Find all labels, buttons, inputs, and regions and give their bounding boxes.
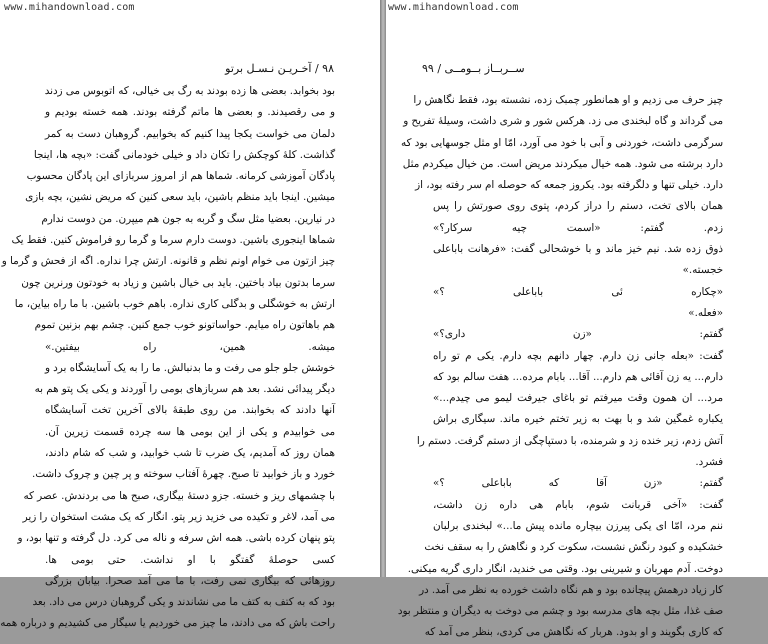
text-line: دلمان می خواست یکجا پیدا کنیم که بخوابیم. گروهبان دست به کمر: [45, 127, 335, 140]
text-line: سرما بدتون بیاد باختین. باید بی خیال باشین و زیاد به خودتون ورنرین چون: [21, 276, 335, 289]
text-line: ارتش به خوشگلی و بدگلی کاری نداره. باهم خوب باشین. با ما راه بیاین، ما: [14, 297, 335, 310]
text-line: بود که به کتف به کتف ما می نشاندند و یکی گروهبان درس می داد. بعد: [32, 596, 335, 609]
text-line: گذاشت. کلهٔ کوچکش را تکان داد و خیلی خودمانی گفت: «بچه ها، اینجا: [33, 148, 335, 161]
text-line: می خوابیدم و یکی از این بومی ها سه چرده قسمت زیرین آن.: [45, 425, 335, 438]
text-line: «چکاره ئی باباعلی ؟»: [433, 285, 723, 298]
watermark-left: www.mihandownload.com: [4, 2, 135, 13]
text-line: دوخت. آدم مهربان و شیرینی بود. وقتی می خندید، انگار داری گریه میکنی.: [407, 562, 723, 575]
text-line: خوشش جلو جلو می رفت و ما بدنبالش. ما را به یک آسایشگاه برد و: [44, 361, 335, 374]
text-line: آنها دادند که بخوابند. من روی طبقهٔ بالای آخرین تخت آسایشگاه: [45, 404, 335, 417]
left-page: [0, 0, 380, 630]
left-page-header: ۹۸ / آخـريـن نـسـل برتو: [225, 62, 334, 75]
text-line: فشرد.: [695, 456, 723, 469]
text-line: دارد. خیلی تنها و دلگرفته بود. یکروز جمعه که حوصله ام سر رفته بود، از: [415, 179, 723, 192]
text-line: سرگرمی داشت، خوردنی و آبی با خود می آورد، امّا او مثل جوسهایی بود که: [401, 136, 723, 149]
text-line: چیز حرف می زدیم و او همانطور چمبک زده، نشسته بود، فقط نگاهش را: [413, 94, 723, 106]
watermark-right: www.mihandownload.com: [388, 2, 519, 13]
text-line: در نیارین. بعضیا مثل سگ و گربه به جون هم میپرن. من دوست ندارم: [41, 212, 335, 225]
right-page-header: ســربــاز بــومــی / ۹۹: [422, 62, 525, 75]
text-line: هم باهاتون راه میایم. حواساتونو خوب جمع کنین. چشم بهم بزنین تموم: [34, 319, 335, 332]
text-line: گفتم: «زن آقا که باباعلی ؟»: [433, 477, 723, 490]
text-line: پتو پنهان کرده باشی. همه اش سرفه و ناله می کرد. دل گرفته و تنها بود، و: [17, 532, 335, 545]
text-line: و می رقصیدند. و بعضی ها ماتم گرفته بودند. همه خسته بودیم و: [45, 106, 335, 119]
text-line: صف غذا، مثل بچه های مدرسه بود و چشم می دوخت به دیگران و منتظر بود: [397, 605, 723, 618]
text-line: با چشمهای ریز و خسته. جزو دستهٔ بیگاری، صبح ها می بردندش. عصر که: [23, 489, 335, 502]
text-line: ذوق زده شد. نیم خیز ماند و با خوشحالی گفت: «فرهانت باباعلی: [433, 243, 723, 256]
right-page: [386, 0, 768, 639]
text-line: یکباره غمگین شد و با بهت به زیر تختم خیره ماند. سیگاری براش: [433, 413, 723, 426]
text-line: خورد و باز خوابید تا صبح. چهرهٔ آفتاب سوخته و پر چین و چروک داشت.: [31, 468, 335, 481]
text-line: شماها اینجوری باشین. دوست دارم سرما و گرما رو فراموش کنین. فقط یک: [11, 234, 335, 247]
text-line: زدم. گفتم: «اسمت چیه سرکار؟»: [433, 221, 723, 234]
text-line: گفتم: «زن داری؟»: [433, 328, 723, 341]
text-line: که کاری بگویند و او بدود. هربار که نگاهش می کردی، بنظر می آمد که: [424, 626, 723, 639]
text-line: دارم... یه زن آقائی هم دارم... آقا... بابام مرده... هفت سالم بود که: [433, 370, 723, 383]
left-page-body: [0, 81, 335, 635]
text-line: دارد برشته می شود. همه خیال میکردند مریض است. من خیال میکردم مثل: [402, 157, 723, 170]
text-line: دیگر پیدائی نشد. بعد هم سربازهای بومی را آوردند و یکی یک پتو هم به: [34, 383, 335, 396]
text-line: می آمد، لاغر و تکیده می خزید زیر پتو. انگار که یک مشت استخوان را زیر: [22, 510, 335, 523]
text-line: کسی حوصلهٔ گفتگو با او نداشت. حتی بومی ها.: [45, 553, 335, 566]
text-line: «فعله.»: [688, 306, 723, 319]
text-line: می گرداند و گاه لبخندی می زد. هرکس شور و شری داشت، وسیلهٔ تفریح و: [403, 115, 723, 128]
text-line: میشه. همین، راه بیفتین.»: [45, 340, 335, 353]
text-line: گفت: «آخی قربانت شوم، بابام هی داره زن داشت،: [433, 498, 723, 511]
text-line: پادگان آموزشی کرمانه. شماها هم از امروز سربازای این پادگان محسوب: [26, 170, 335, 183]
text-line: کار زیاد درهمش پیچانده بود و هم نگاه داشت خورده به نظر می آمد. در: [419, 583, 723, 596]
text-line: راحت باش که می دادند، ما چیز می خوردیم یا سیگار می کشیدیم و درباره همه: [0, 617, 335, 630]
text-line: روزهائی که بیگاری نمی رفت، با ما می آمد صحرا. بیابان بزرگی: [45, 574, 335, 587]
text-line: همان بالای تخت، دستم را دراز کردم، پتوی روی صورتش را پس: [433, 200, 723, 213]
text-line: مرد... ان همون وقت میرفتم تو باغای جیرفت لیمو می چیدم...»: [433, 392, 723, 405]
text-line: چیز ازتون می خوام اونم نظم و قانونه. ارتش چرا نداره. اگه از فحش و گرما و: [1, 255, 335, 268]
text-line: گفت: «بعله جانی زن دارم. چهار دانهم بچه دارم. یکی م تو راه: [433, 349, 723, 362]
text-line: خجسته.»: [682, 264, 723, 277]
right-page-body: [397, 90, 723, 644]
text-line: میشین. اینجا باید منظم باشین، باید سعی کنین که مریض نشین، بچه بازی: [25, 191, 335, 204]
text-line: ننم مرد، امّا ای یکی پیرزن بیچاره مانده پیش ما...» لبخندی برلبان: [433, 519, 723, 532]
text-line: خشکیده و کبود رنگش نشست، سکوت کرد و نگاهش را به سقف نخت: [424, 541, 723, 554]
text-line: بود بخوابد. بعضی ها زده بودند به رگ بی خیالی، که اتوبوس می زدند: [44, 85, 335, 97]
text-line: آتش زدم، زیر خنده زد و شرمنده، با دستپاچگی از دستم گرفت. دستم را: [416, 434, 723, 447]
text-line: همان روز که آمدیم، یک ضرب تا شب خوابید، و شب که شام دادند،: [45, 447, 335, 460]
